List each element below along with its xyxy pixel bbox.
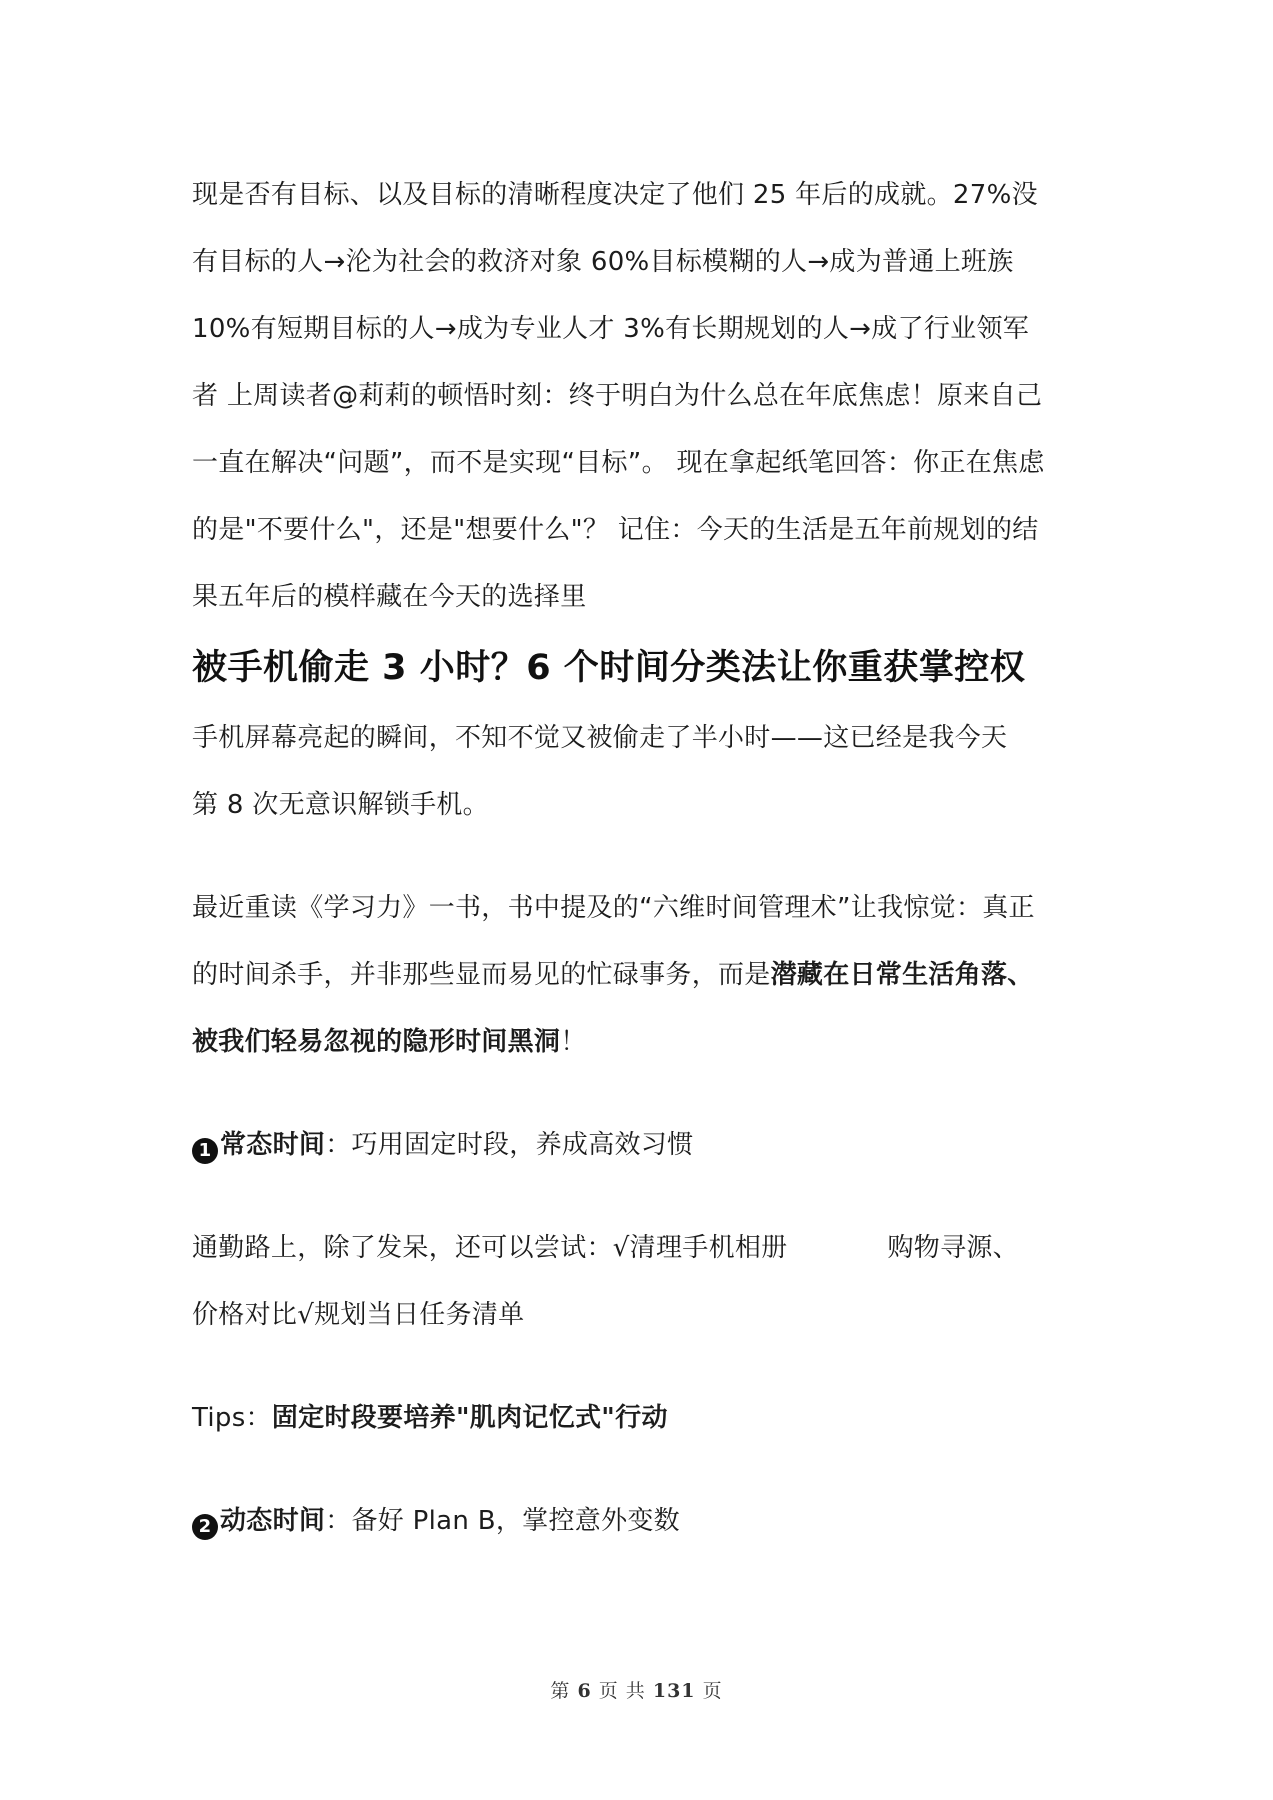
intro-line: 现是否有目标、以及目标的清晰程度决定了他们 25 年后的成就。27%没 [192, 180, 1038, 210]
page-content [192, 162, 1092, 1555]
footer-prefix: 第 [550, 1680, 571, 1702]
paragraph-book [192, 875, 1092, 1076]
number-2-icon: 2 [192, 1514, 218, 1540]
bold-highlight: 潜藏在日常生活角落、 [770, 960, 1034, 990]
spacer [192, 1179, 1092, 1215]
tips-line [192, 1385, 1092, 1452]
item-routine-time [192, 1112, 1092, 1179]
paragraph-line: 价格对比√规划当日任务清单 [192, 1300, 525, 1330]
footer-suffix: 页 [702, 1680, 723, 1702]
page-number: 6 [577, 1680, 592, 1702]
item-text: ：备好 Plan B，掌控意外变数 [325, 1506, 680, 1536]
paragraph-line: ！ [560, 1027, 587, 1057]
tips-label: Tips： [192, 1403, 272, 1433]
item-title: 常态时间 [220, 1130, 326, 1160]
paragraph-line: 第 8 次无意识解锁手机。 [192, 790, 489, 820]
paragraph-line: 通勤路上，除了发呆，还可以尝试：√清理手机相册 [192, 1233, 788, 1263]
page-footer [0, 1676, 1273, 1703]
item-routine-detail [192, 1215, 1092, 1349]
spacer [192, 1076, 1092, 1112]
paragraph-line: 的时间杀手，并非那些显而易见的忙碌事务，而是 [192, 960, 771, 990]
footer-middle: 页 共 [598, 1680, 646, 1702]
paragraph-line: 手机屏幕亮起的瞬间，不知不觉又被偷走了半小时——这已经是我今天 [192, 723, 1008, 753]
paragraph-line: 最近重读《学习力》一书，书中提及的“六维时间管理术”让我惊觉：真正 [192, 893, 1035, 923]
intro-line: 有目标的人→沦为社会的救济对象 60%目标模糊的人→成为普通上班族 [192, 247, 1014, 277]
bold-highlight: 被我们轻易忽视的隐形时间黑洞 [192, 1027, 561, 1057]
spacer [192, 839, 1092, 875]
spacer [192, 1349, 1092, 1385]
intro-line: 一直在解决“问题”，而不是实现“目标”。 现在拿起纸笔回答：你正在焦虑 [192, 448, 1045, 478]
intro-line: 的是"不要什么"，还是"想要什么"？ 记住：今天的生活是五年前规划的结 [192, 515, 1039, 545]
tips-text: 固定时段要培养"肌肉记忆式"行动 [271, 1403, 668, 1433]
item-text: ：巧用固定时段，养成高效习惯 [325, 1130, 694, 1160]
intro-line: 10%有短期目标的人→成为专业人才 3%有长期规划的人→成了行业领军 [192, 314, 1030, 344]
intro-paragraph [192, 162, 1092, 631]
total-pages: 131 [652, 1680, 696, 1702]
number-1-icon: 1 [192, 1138, 218, 1164]
spacer [192, 1452, 1092, 1488]
intro-line: 果五年后的模样藏在今天的选择里 [192, 582, 587, 612]
section-heading: 被手机偷走 3 小时？6 个时间分类法让你重获掌控权 [192, 648, 1026, 688]
intro-line: 者 上周读者@莉莉的顿悟时刻：终于明白为什么总在年底焦虑！原来自己 [192, 381, 1043, 411]
paragraph-phone [192, 705, 1092, 839]
item-dynamic-time [192, 1488, 1092, 1555]
item-title: 动态时间 [220, 1506, 326, 1536]
paragraph-line: 购物寻源、 [887, 1233, 1019, 1263]
